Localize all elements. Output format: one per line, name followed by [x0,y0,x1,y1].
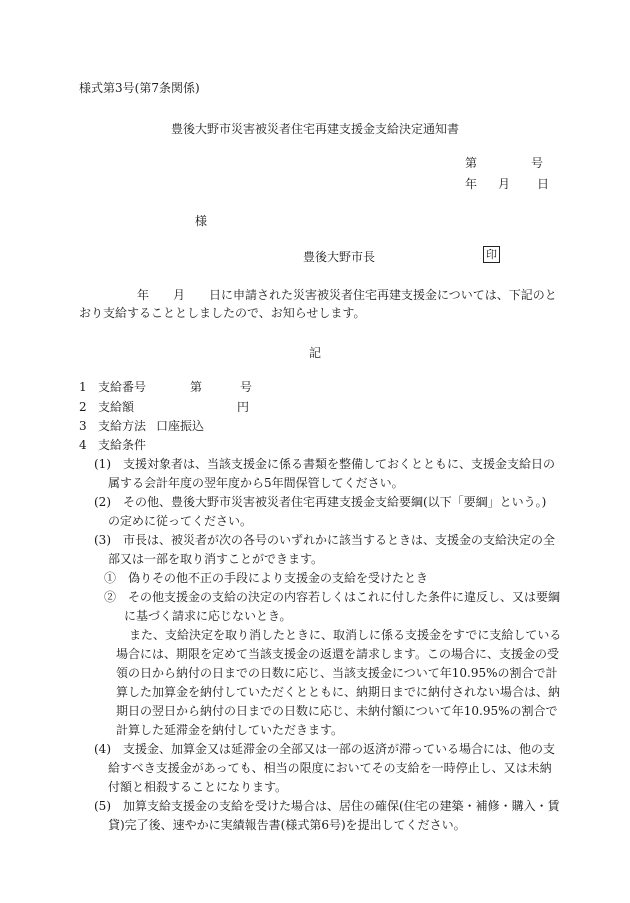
condition-line: (5) 加算支給支援金の支給を受けた場合は、居住の確保(住宅の建築・補修・購入・賃 [94,799,560,813]
condition-line: 給すべき支援金があっても、相当の限度においてその支給を一時停止し、又は未納 [108,761,552,775]
intro-rest: 日に申請された災害被災者住宅再建支援金については、下記のと [209,288,557,302]
date-month: 月 [498,177,511,191]
issuer-name: 豊後大野市長 [303,250,376,264]
document-number-suffix: 号 [531,156,544,170]
condition-line: 算した加算金を納付していただくとともに、納期日までに納付されない場合は、納 [116,685,561,699]
issue-date [465,176,549,192]
condition-line: 期日の翌日から納付の日までの日数に応じ、未納付額について年10.95%の割合で [116,704,558,718]
condition-line: 付額と相殺することになります。 [108,780,288,794]
condition-line: 部又は一部を取り消すことができます。 [108,552,324,566]
condition-line: ② その他支援金の支給の決定の内容若しくはこれに付した条件に違反し、又は要綱 [104,590,561,604]
item-amount: 2 支給額 円 [79,400,250,414]
date-day: 日 [537,177,550,191]
condition-line: 場合には、期限を定めて当該支援金の返還を請求します。この場合に、支援金の受 [116,647,560,661]
item-method: 3 支給方法 口座振込 [79,419,205,433]
condition-line: 計算した延滞金を納付していただきます。 [116,723,344,737]
condition-line: ① 偽りその他不正の手段により支援金の支給を受けたとき [104,571,429,585]
intro-line-1 [79,287,557,303]
seal-mark: 印 [483,246,500,263]
item-payment-number: 1 支給番号 第 号 [79,380,253,394]
condition-line: 領の日から納付の日までの日数に応じ、当該支援金について年10.95%の割合で計 [116,666,558,680]
condition-line: 属する会計年度の翌年度から5年間保管してください。 [108,476,404,490]
intro-year: 年 [137,288,150,302]
document-title: 豊後大野市災害被災者住宅再建支援金支給決定通知書 [170,122,459,136]
document-number-prefix: 第 [465,156,478,170]
document-number [465,155,543,171]
condition-line: (2) その他、豊後大野市災害被災者住宅再建支援金支給要綱(以下「要綱」という。) [94,495,547,509]
condition-line: また、支給決定を取り消したときに、取消しに係る支援金をすでに支給している [129,628,562,642]
condition-line: (1) 支援対象者は、当該支援金に係る書類を整備しておくとともに、支援金支給日の [94,457,556,471]
condition-line: の定めに従ってください。 [108,514,253,528]
condition-line: に基づく請求に応じないとき。 [124,609,292,623]
date-year: 年 [465,177,478,191]
condition-line: (4) 支援金、加算金又は延滞金の全部又は一部の返済が滞っている場合には、他の支 [94,742,556,756]
condition-line: 貸)完了後、速やかに実績報告書(様式第6号)を提出してください。 [108,818,466,832]
ki-heading: 記 [308,346,321,360]
addressee: 様 [195,214,208,228]
condition-line: (3) 市長は、被災者が次の各号のいずれかに該当するときは、支援金の支給決定の全 [94,533,556,547]
intro-line-2: おり支給することとしましたので、お知らせします。 [79,306,366,320]
form-label: 様式第3号(第7条関係) [79,81,200,95]
item-conditions: 4 支給条件 [79,438,147,452]
intro-month: 月 [173,288,186,302]
